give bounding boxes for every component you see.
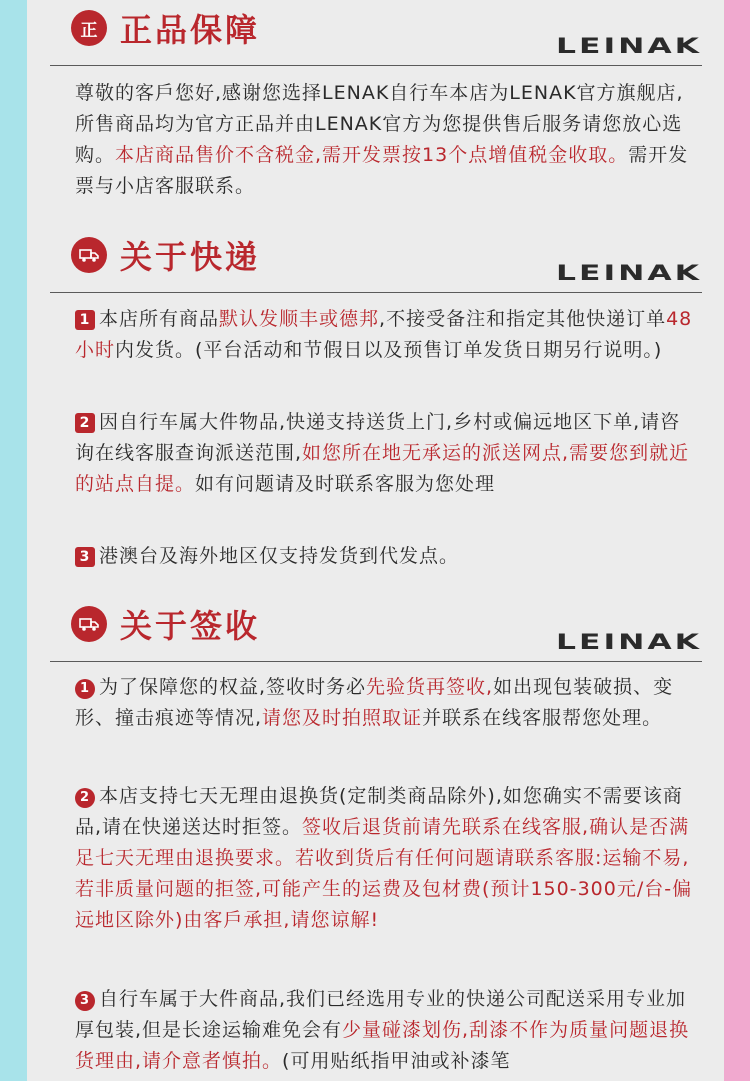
number-badge: 2 xyxy=(75,413,95,433)
section-shipping-header xyxy=(50,229,702,289)
svg-text:LEINAK: LEINAK xyxy=(556,632,702,652)
section-title: 关于签收 xyxy=(120,607,261,645)
receipt-item-3: 3 自行车属于大件商品,我们已经选用专业的快递公司配送采用专业加厚包装,但是长途运输难免会有少量碰漆划伤,刮漆不作为质量问题退换货理由,请介意者慎拍。(可用贴纸指甲油或补漆笔 xyxy=(75,988,690,1072)
shipping-item-1: 1 本店所有商品默认发顺丰或德邦,不接受备注和指定其他快递订单48小时内发货。(平台活动和节假日以及预售订单发货日期另行说明。) xyxy=(75,308,693,361)
shipping-item-2: 2 因自行车属大件物品,快递支持送货上门,乡村或偏远地区下单,请咨询在线客服查询派送范围,如您所在地无承运的派送网点,需要您到就近的站点自提。如有问题请及时联系客服为您处理 xyxy=(75,411,690,495)
brand-logo xyxy=(556,36,702,56)
receipt-item-2: 2 本店支持七天无理由退换货(定制类商品除外),如您确实不需要该商品,请在快递送达时拒签。签收后退货前请先联系在线客服,确认是否满足七天无理由退换要求。若收到货后有任何问题请联系客服:运输不易,若非质量问题的拒签,可能产生的运费及包材费(预计150-300元/台-偏远地区除外)由客戶承担,请您谅解! xyxy=(75,785,693,931)
truck-icon xyxy=(71,606,107,642)
section-title: 正品保障 xyxy=(120,11,261,49)
number-badge: 3 xyxy=(75,991,95,1011)
brand-logo xyxy=(556,632,702,652)
svg-text:LEINAK: LEINAK xyxy=(556,263,702,283)
divider xyxy=(50,661,702,662)
genuine-notice-paragraph: 尊敬的客戶您好,感谢您选择LENAK自行车本店为LENAK官方旗舰店,所售商品均为官方正品并由LENAK官方为您提供售后服务请您放心选购。本店商品售价不含税金,需开发票按13个点增值税金收取。需开发票与小店客服联系。 xyxy=(75,82,689,197)
number-badge: 1 xyxy=(75,310,95,330)
brand-logo xyxy=(556,263,702,283)
svg-text:LEINAK: LEINAK xyxy=(556,36,702,56)
number-badge: 3 xyxy=(75,547,95,567)
section-title: 关于快递 xyxy=(120,238,261,276)
right-color-strip xyxy=(724,0,750,1081)
section-genuine-header xyxy=(50,2,702,62)
divider xyxy=(50,292,702,293)
truck-icon xyxy=(71,237,107,273)
section-receipt-header xyxy=(50,598,702,658)
number-badge: 1 xyxy=(75,679,95,699)
left-color-strip xyxy=(0,0,27,1081)
genuine-badge-icon: 正 xyxy=(71,10,107,46)
shipping-item-3: 3 港澳台及海外地区仅支持发货到代发点。 xyxy=(75,541,695,572)
receipt-item-1: 1 为了保障您的权益,签收时务必先验货再签收,如出现包装破损、变形、撞击痕迹等情况,请您及时拍照取证并联系在线客服帮您处理。 xyxy=(75,676,674,729)
divider xyxy=(50,65,702,66)
number-badge: 2 xyxy=(75,788,95,808)
